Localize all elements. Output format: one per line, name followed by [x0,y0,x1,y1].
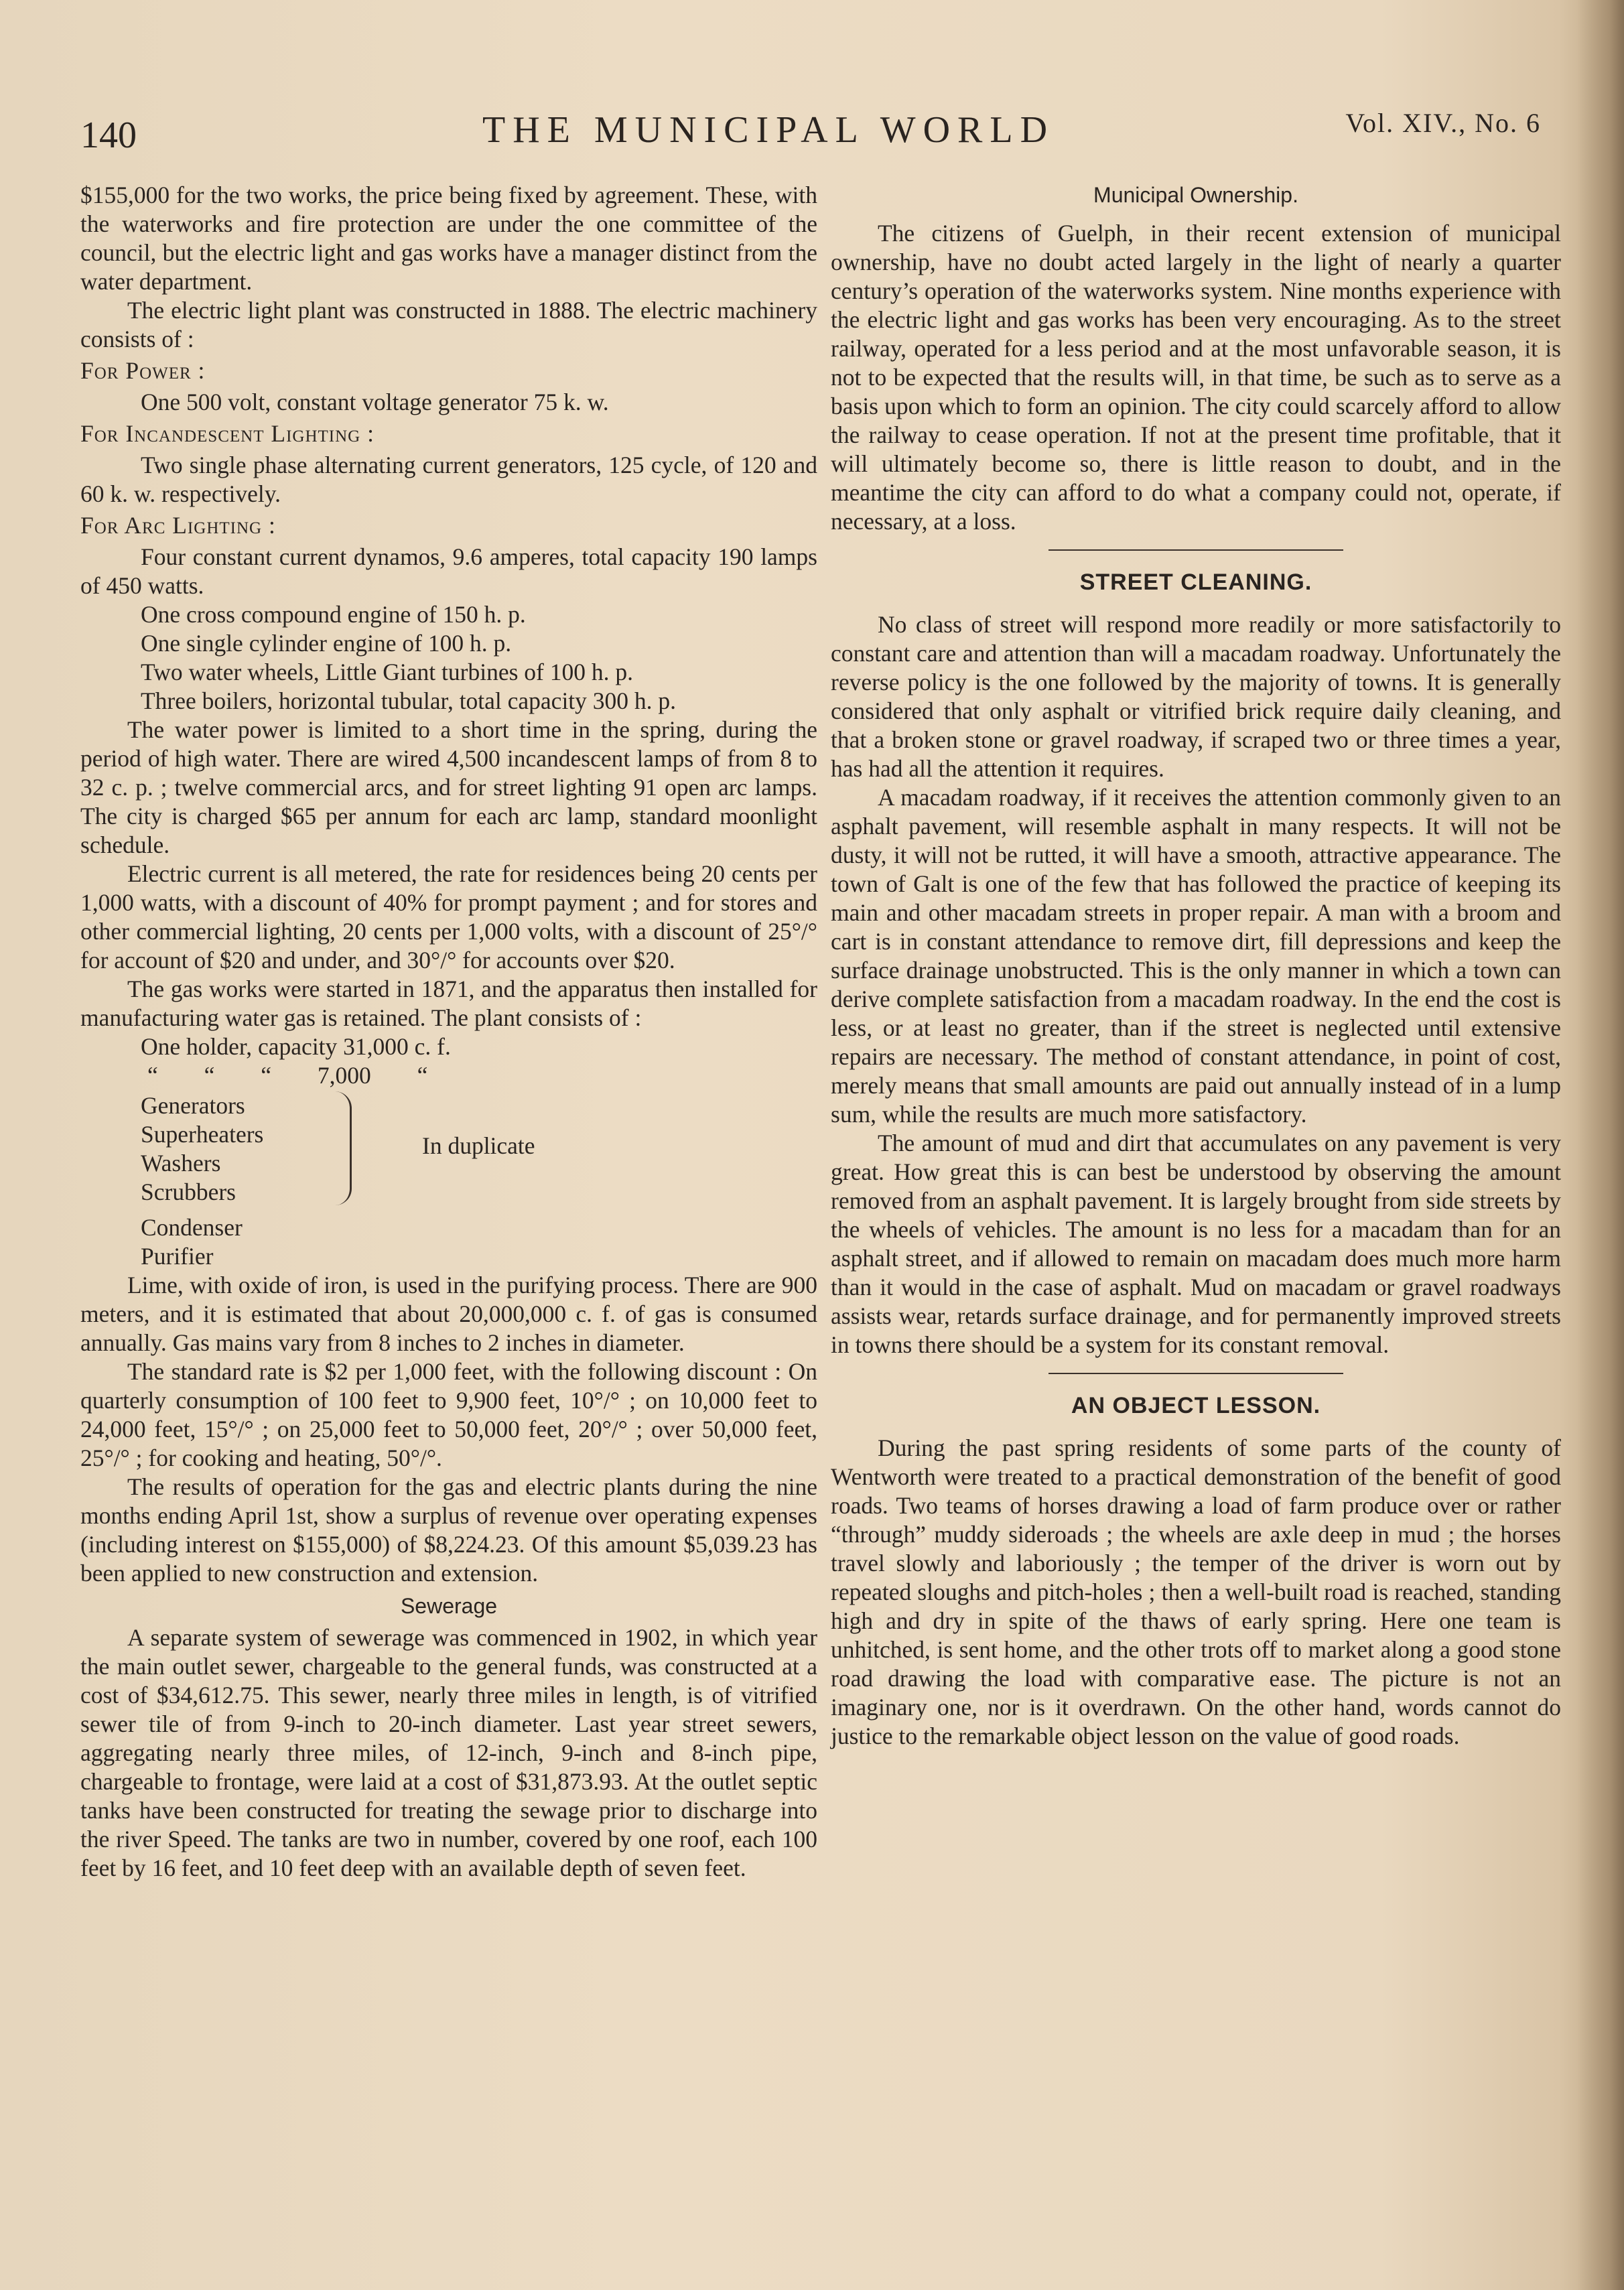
paragraph: The standard rate is $2 per 1,000 feet, with the following discount : On quarterly consumption of 100 feet to 9,900 feet, 10°/° ; on 10,000 feet to 24,000 feet, 15°/° ; on 25,000 feet to 50,000 feet, 20°/° ; over 50,000 feet, 25°/° ; for cooking and heating, 50°/°. [80,1358,817,1471]
paragraph: A separate system of sewerage was commenced in 1902, in which year the main outlet sewer, chargeable to the general funds, was constructed at a cost of $34,612.75. This sewer, nearly three miles in length, is of vitrified sewer tile of from 9-inch to 20-inch diameter. Last year street sewers, aggregating nearly three miles, of 12-inch, 9-inch and 8-inch pipe, chargeable to frontage, were laid at a cost of $31,873.93. At the outlet septic tanks have been constructed for treating the sewage prior to discharge into the river Speed. The tanks are two in number, covered by one roof, each 100 feet by 16 feet, and 10 feet deep with an available depth of seven feet. [80,1624,817,1881]
duplicate-label: In duplicate [422,1132,535,1159]
power-heading: For Power : [80,357,206,384]
equipment-item: Condenser [141,1214,243,1241]
equipment-item: Purifier [141,1243,214,1270]
equipment-item: Superheaters [141,1121,264,1148]
paragraph: Electric current is all metered, the rate for residences being 20 cents per 1,000 watts, with a discount of 40% for prompt payment ; and for stores and other commercial lighting, 20 cents per 1,000 volts, with a discount of 25°/° for account of $20 and under, and 30°/° for accounts over $20. [80,860,817,973]
holder-item: “ “ “ 7,000 “ [147,1062,428,1089]
object-lesson-heading: AN OBJECT LESSON. [1071,1393,1321,1418]
publication-title: THE MUNICIPAL WORLD [482,109,1055,151]
section-divider [1048,549,1343,551]
paragraph: A macadam roadway, if it receives the attention commonly given to an asphalt pavement, will resemble asphalt in many respects. It will not be dusty, it will not be rutted, it will have a smooth, attractive appearance. The town of Galt is one of the few that has followed the practice of keeping its main and other macadam streets in proper repair. A man with a broom and cart is in constant attendance to remove dirt, fill depressions and keep the surface drainage unobstructed. This is the only manner in which a town can derive complete satisfaction from a macadam roadway. In the end the cost is less, or at least no greater, than if the street is neglected until extensive repairs are necessary. The method of constant attendance, in point of cost, merely means that small amounts are paid out annually instead of in a lump sum, while the results are much more satisfactory. [831,784,1561,1128]
paragraph: The results of operation for the gas and electric plants during the nine months ending April 1st, show a surplus of revenue over operating expenses (including interest on $155,000) of $8,224.23. Of this amount $5,039.23 has been applied to new construction and extension. [80,1473,817,1587]
equipment-item: Scrubbers [141,1178,236,1205]
arc-heading: For Arc Lighting : [80,512,276,539]
ownership-heading: Municipal Ownership. [1093,183,1298,207]
paragraph: No class of street will respond more readily or more satisfactorily to constant care and attention than will a macadam roadway. Unfortunately the reverse policy is the one followed by the majority of towns. It is generally considered that only asphalt or vitrified brick require daily cleaning, and that a broken stone or gravel roadway, if scraped two or three times a year, has had all the attention it requires. [831,611,1561,782]
sewerage-heading: Sewerage [400,1594,498,1618]
arc-item: Three boilers, horizontal tubular, total capacity 300 h. p. [141,687,677,714]
arc-item: Four constant current dynamos, 9.6 amperes, total capacity 190 lamps of 450 watts. [80,543,817,599]
page-number: 140 [80,115,137,156]
left-column [80,181,817,1883]
paragraph: The gas works were started in 1871, and the apparatus then installed for manufacturing water gas is retained. The plant consists of : [80,975,817,1031]
page-header [80,100,1541,161]
arc-item: One single cylinder engine of 100 h. p. [141,630,512,657]
paragraph: Lime, with oxide of iron, is used in the purifying process. There are 900 meters, and it is estimated that about 20,000,000 c. f. of gas is consumed annually. Gas mains vary from 8 inches to 2 inches in diameter. [80,1272,817,1356]
paragraph: During the past spring residents of some parts of the county of Wentworth were treated to a practical demonstration of the benefit of good roads. Two teams of horses drawing a load of farm produce over or rather “through” muddy sideroads ; the wheels are axle deep in mud ; the horses travel slowly and laboriously ; the temper of the driver is worn out by repeated sloughs and pitch-holes ; then a well-built road is reached, standing high and dry in spite of the thaws of early spring. Here one team is unhitched, is sent home, and the other trots off to market along a good stone road drawing the load with comparative ease. The picture is not an imaginary one, nor is it overdrawn. On the other hand, words cannot do justice to the remarkable object lesson on the value of good roads. [831,1434,1561,1749]
paragraph: The amount of mud and dirt that accumulates on any pavement is very great. How great this is can best be understood by observing the amount removed from an asphalt pavement. It is largely brought from side streets by the wheels of vehicles. The amount is no less for a macadam than for an asphalt street, and if allowed to remain on macadam does much more harm than it would in the case of asphalt. Mud on macadam or gravel roadways assists wear, retards surface drainage, and for permanently improved streets in towns there should be a system for its constant removal. [831,1130,1561,1358]
paragraph: $155,000 for the two works, the price being fixed by agreement. These, with the waterworks and fire protection are under the one committee of the council, but the electric light and gas works have a manager distinct from the water department. [80,182,817,295]
volume-number: Vol. XIV., No. 6 [1345,108,1541,138]
holder-item: One holder, capacity 31,000 c. f. [141,1033,451,1060]
incandescent-heading: For Incandescent Lighting : [80,420,375,447]
arc-item: One cross compound engine of 150 h. p. [141,601,526,628]
equipment-item: Washers [141,1150,221,1176]
paragraph: The citizens of Guelph, in their recent extension of municipal ownership, have no doubt acted largely in the light of nearly a quarter century’s operation of the waterworks system. Nine months experience with the electric light and gas works has been very encouraging. As to the street railway, operated for a less period and at the most unfavorable season, it is not to be expected that the results will, in that time, be such as to serve as a basis upon which to form an opinion. The city could scarcely afford to allow the railway to cease operation. If not at the present time profitable, that it will ultimately become so, there is little reason to doubt, and in the meantime the city can afford to do what a company could not, operate, if necessary, at a loss. [831,220,1561,535]
arc-item: Two water wheels, Little Giant turbines of 100 h. p. [141,659,633,685]
section-divider [1048,1373,1343,1374]
street-cleaning-heading: STREET CLEANING. [1079,569,1312,595]
brace-icon [335,1091,352,1205]
power-item: One 500 volt, constant voltage generator 75 k. w. [141,389,609,415]
equipment-item: Generators [141,1092,245,1119]
paragraph: The water power is limited to a short time in the spring, during the period of high water. There are wired 4,500 incandescent lamps of from 8 to 32 c. p. ; twelve commercial arcs, and for street lighting 91 open arc lamps. The city is charged $65 per annum for each arc lamp, standard moonlight schedule. [80,716,817,858]
paragraph: The electric light plant was constructed in 1888. The electric machinery consists of : [80,297,817,352]
right-column [831,181,1561,1751]
duplicate-equipment-list [141,1091,817,1212]
page-spine-shadow [1577,0,1624,2290]
incandescent-item: Two single phase alternating current generators, 125 cycle, of 120 and 60 k. w. respectively. [80,452,817,507]
